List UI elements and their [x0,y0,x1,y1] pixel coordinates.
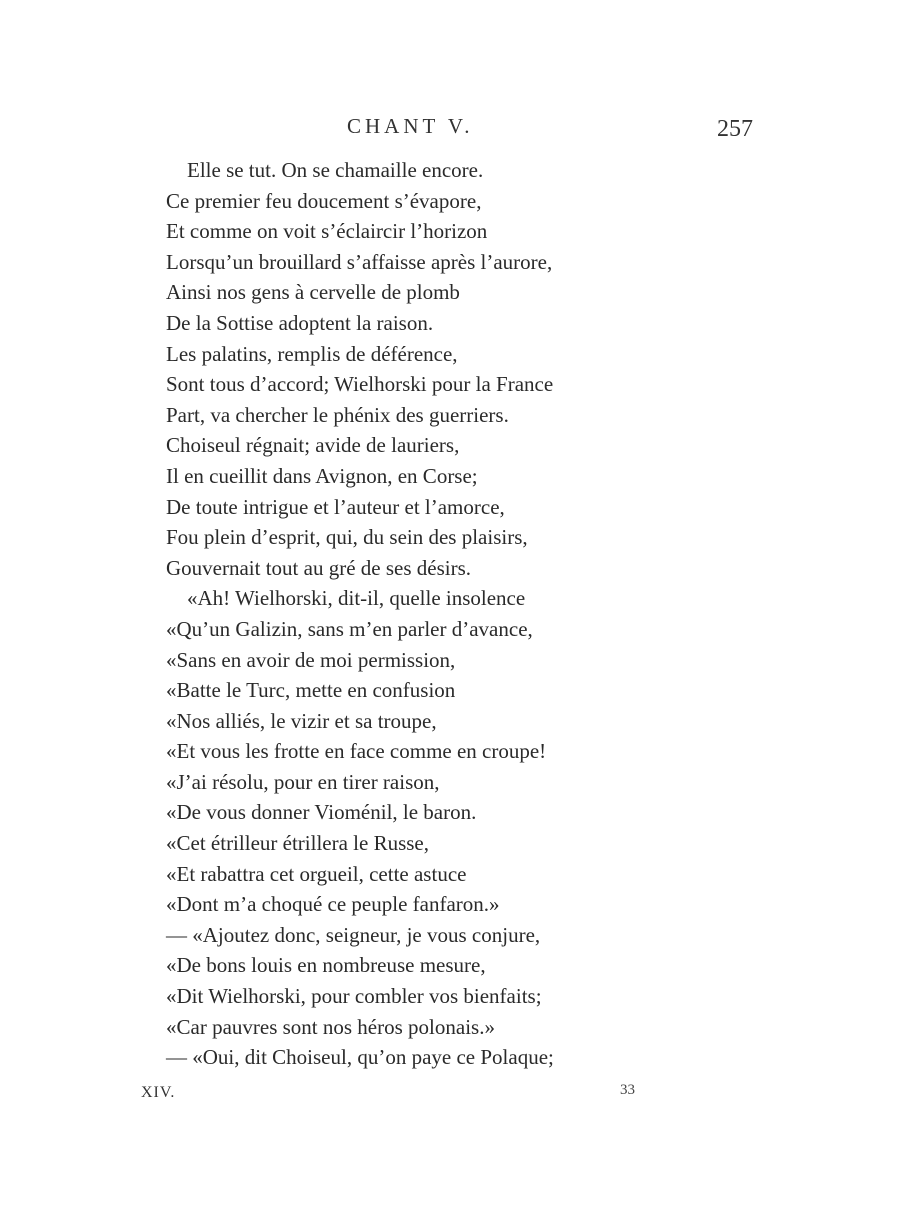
chapter-title: CHANT V. [347,114,474,138]
verse-line: «Cet étrilleur étrillera le Russe, [166,831,429,856]
verse-line: Fou plein d’esprit, qui, du sein des plaisirs, [166,525,528,550]
verse-line: De la Sottise adoptent la raison. [166,310,434,335]
verse-line: «Sans en avoir de moi permission, [166,647,456,672]
verse-line: De toute intrigue et l’auteur et l’amorce, [166,494,505,519]
verse-line: Elle se tut. On se chamaille encore. [187,158,484,182]
verse-line: Choiseul régnait; avide de lauriers, [166,433,460,458]
verse-line: «Qu’un Galizin, sans m’en parler d’avance, [166,616,533,641]
verse-line: «Et rabattra cet orgueil, cette astuce [166,861,467,886]
verse-line: «Ah! Wielhorski, dit-il, quelle insolence [187,586,526,611]
verse-line: «J’ai résolu, pour en tirer raison, [166,769,440,794]
verse-line: Il en cueillit dans Avignon, en Corse; [166,463,478,488]
sheet-number: 33 [620,1082,635,1098]
verse-line: — «Ajoutez donc, seigneur, je vous conjure, [166,922,541,947]
verse-line: Gouvernait tout au gré de ses désirs. [166,555,472,580]
verse-line: «Car pauvres sont nos héros polonais.» [166,1014,495,1039]
verse-line: «Dont m’a choqué ce peuple fanfaron.» [166,892,500,917]
verse-line: Sont tous d’accord; Wielhorski pour la France [166,372,554,397]
verse-line: Part, va chercher le phénix des guerriers. [166,402,509,427]
page-footer [0,1082,900,1106]
running-head [0,114,900,144]
verse-line: «De bons louis en nombreuse mesure, [166,953,486,978]
verse-line: «De vous donner Vioménil, le baron. [166,800,477,825]
verse-line: Lorsqu’un brouillard s’affaisse après l’aurore, [166,249,553,274]
verse-line: Ce premier feu doucement s’évapore, [166,188,482,213]
verse-line: «Et vous les frotte en face comme en croupe! [166,739,547,764]
verse-line: «Nos alliés, le vizir et sa troupe, [166,708,437,733]
verse-line: Les palatins, remplis de déférence, [166,341,458,366]
signature-mark: XIV. [141,1084,176,1101]
verse-line: Ainsi nos gens à cervelle de plomb [166,280,460,305]
page-number: 257 [717,116,753,142]
poem-text [166,155,786,1073]
verse-line: — «Oui, dit Choiseul, qu’on paye ce Polaque; [166,1045,554,1070]
verse-line: Et comme on voit s’éclaircir l’horizon [166,219,488,244]
verse-line: «Batte le Turc, mette en confusion [166,678,456,703]
verse-line: «Dit Wielhorski, pour combler vos bienfaits; [166,984,542,1009]
